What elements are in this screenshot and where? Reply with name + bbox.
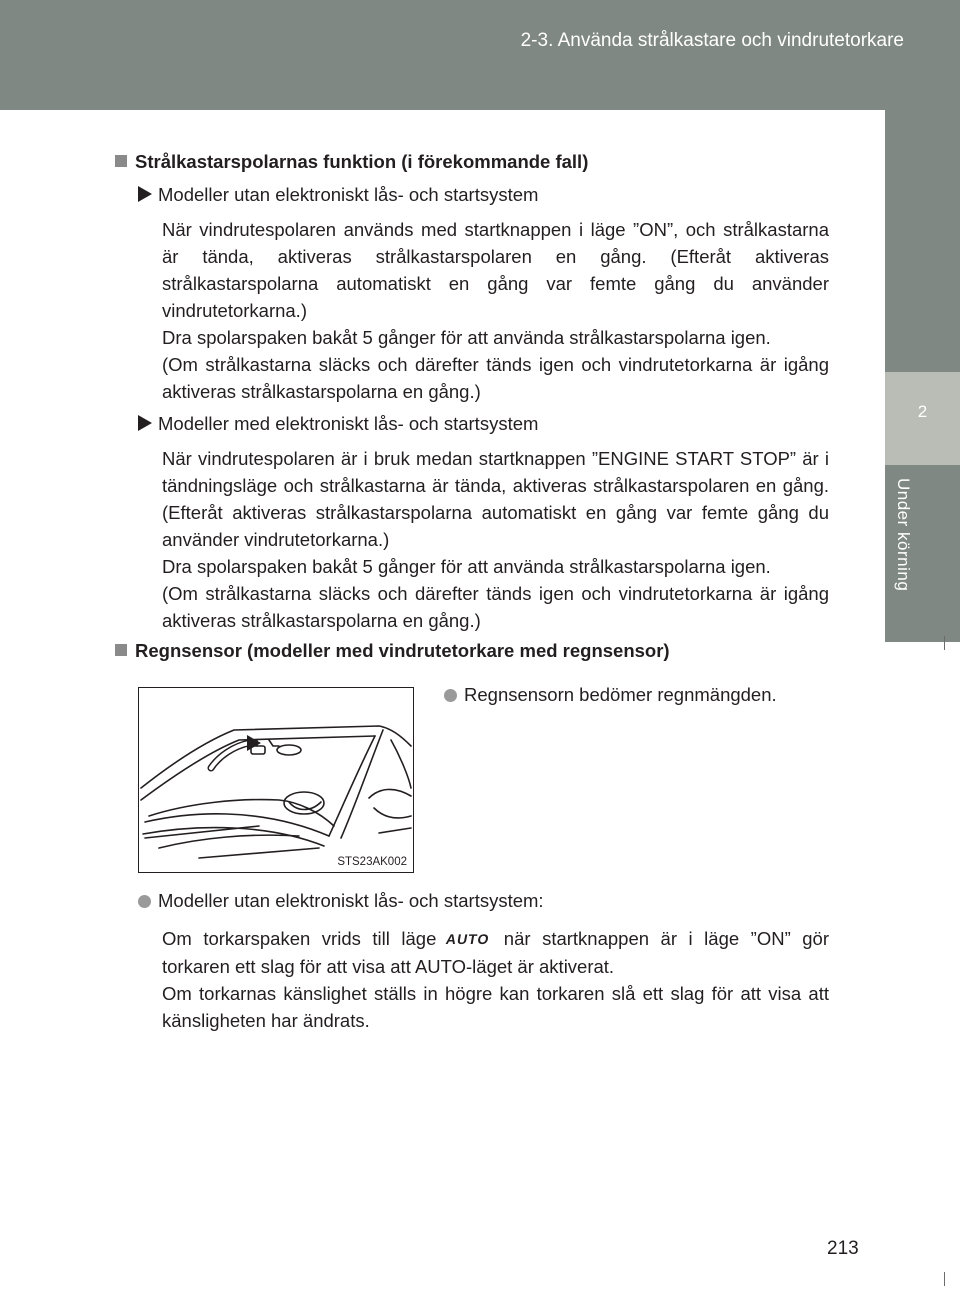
header-band <box>0 0 960 110</box>
figure-caption: STS23AK002 <box>337 856 407 868</box>
paragraph-with-smart-key <box>162 445 829 634</box>
square-bullet-icon <box>115 644 127 656</box>
bullet-text: Modeller utan elektroniskt lås- och startsystem: <box>158 890 544 911</box>
bullet-rain-sensor <box>444 684 777 706</box>
paragraph <box>162 925 829 980</box>
paragraph-text: när startknappen är i läge ”ON” gör torkaren ett slag för att visa att AUTO-läget är aktiverat. <box>162 928 830 977</box>
paragraph: När vindrutespolaren används med startknappen i läge ”ON”, och strålkastarna är tända, aktiveras strålkastarspolaren en gång. (Efteråt aktiveras strålkastarspolarna automatiskt en gång var femte gång du använder vindrutetorkarna.) <box>162 219 829 321</box>
paragraph-auto-mode <box>162 925 829 1034</box>
chapter-number: 2 <box>917 402 928 421</box>
paragraph: Dra spolarspaken bakåt 5 gånger för att använda strålkastarspolarna igen. <box>162 556 771 577</box>
paragraph: Om torkarnas känslighet ställs in högre kan torkaren slå ett slag för att visa att känsligheten har ändrats. <box>162 983 829 1031</box>
section-heading-headlamp-cleaners <box>115 151 588 173</box>
round-bullet-icon <box>444 689 457 702</box>
paragraph: (Om strålkastarna släcks och därefter tänds igen och vindrutetorkarna är igång aktiveras strålkastarspolarna en gång.) <box>162 583 829 631</box>
auto-mode-icon: AUTO <box>445 931 492 947</box>
chapter-label: Under körning <box>894 478 913 592</box>
heading-text: Strålkastarspolarnas funktion (i förekommande fall) <box>135 151 589 172</box>
paragraph: Dra spolarspaken bakåt 5 gånger för att använda strålkastarspolarna igen. <box>162 327 771 348</box>
paragraph: När vindrutespolaren är i bruk medan startknappen ”ENGINE START STOP” är i tändningsläge och strålkastarna är tända, aktiveras strålkastarspolaren en gång. (Efteråt aktiveras strålkastarspolarna automatiskt en gång var femte gång du använder vindrutetorkarna.) <box>162 448 829 550</box>
rain-sensor-illustration <box>138 687 414 873</box>
crop-mark <box>944 636 945 650</box>
heading-text: Regnsensor (modeller med vindrutetorkare med regnsensor) <box>135 640 670 661</box>
section-heading-rain-sensor <box>115 640 670 662</box>
paragraph-text: Om torkarspaken vrids till läge <box>162 928 437 949</box>
subsection-title: Modeller utan elektroniskt lås- och startsystem <box>158 184 539 205</box>
round-bullet-icon <box>138 895 151 908</box>
subsection-with-smart-key <box>138 413 538 435</box>
page-number: 213 <box>827 1238 859 1259</box>
section-title: 2-3. Använda strålkastare och vindrutetorkare <box>520 30 904 51</box>
square-bullet-icon <box>115 155 127 167</box>
windshield-illustration <box>139 688 413 872</box>
subsection-without-smart-key <box>138 184 538 206</box>
bullet-without-smart-key <box>138 890 544 912</box>
paragraph-without-smart-key <box>162 216 829 405</box>
triangle-bullet-icon <box>138 415 152 431</box>
crop-mark <box>944 1272 945 1286</box>
paragraph: (Om strålkastarna släcks och därefter tänds igen och vindrutetorkarna är igång aktiveras strålkastarspolarna en gång.) <box>162 354 829 402</box>
triangle-bullet-icon <box>138 186 152 202</box>
subsection-title: Modeller med elektroniskt lås- och startsystem <box>158 413 539 434</box>
bullet-text: Regnsensorn bedömer regnmängden. <box>464 684 777 705</box>
